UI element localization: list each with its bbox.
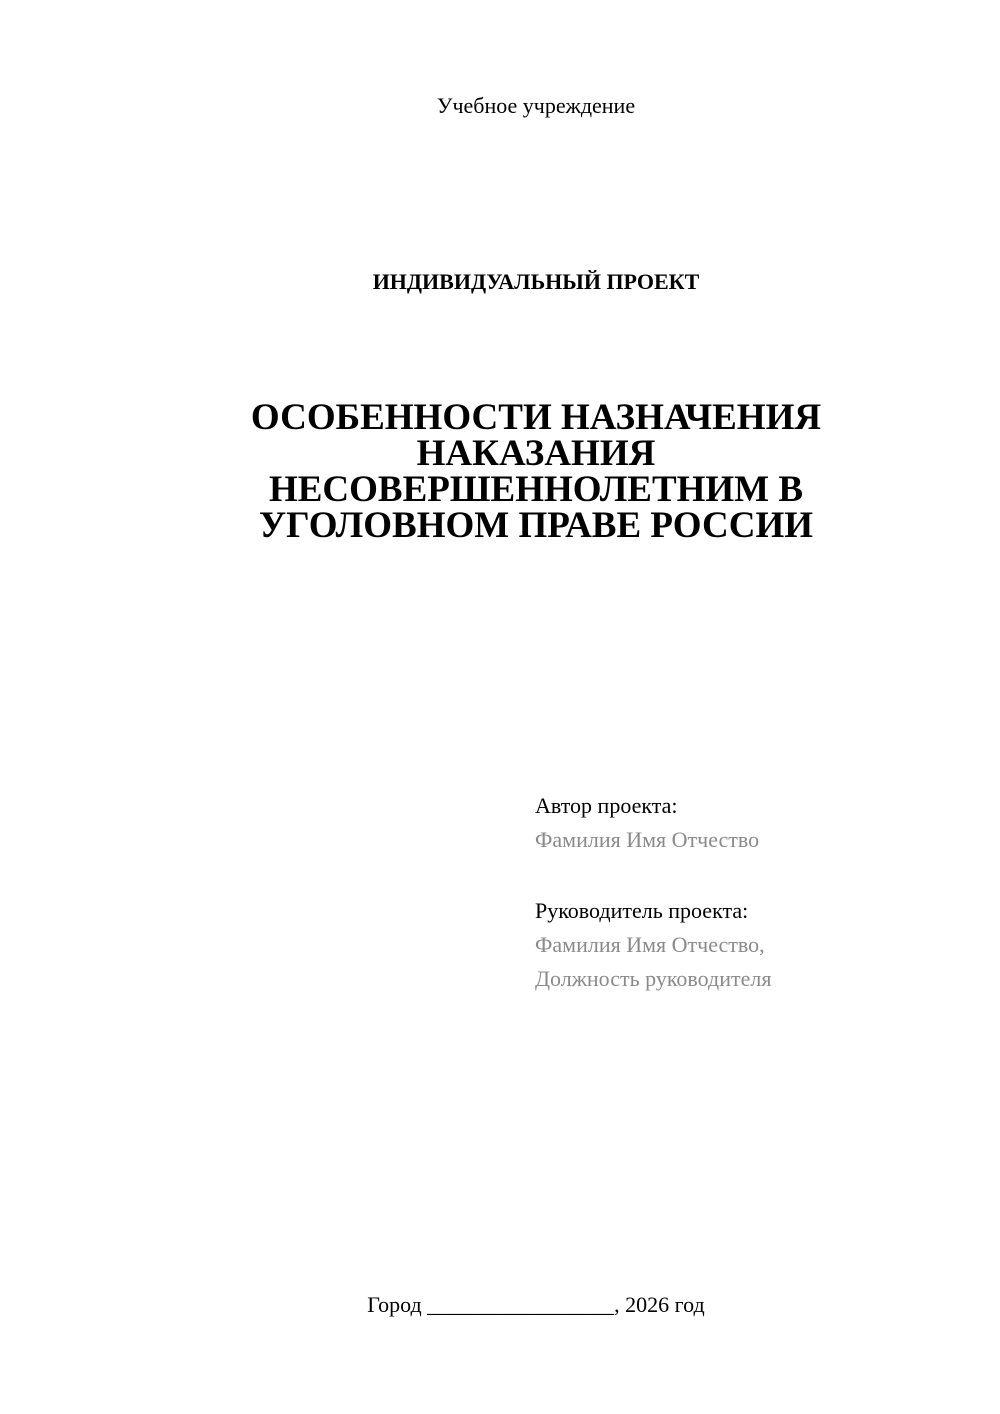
author-label: Автор проекта:: [535, 793, 678, 818]
author-block: [535, 789, 975, 857]
supervisor-block: [535, 894, 975, 996]
title-line: ОСОБЕННОСТИ НАЗНАЧЕНИЯ: [250, 397, 822, 438]
title-line: НЕСОВЕРШЕННОЛЕТНИМ В: [268, 469, 804, 510]
author-name-placeholder: Фамилия Имя Отчество: [535, 827, 760, 852]
supervisor-label: Руководитель проекта:: [535, 898, 749, 923]
supervisor-position-placeholder: Должность руководителя: [535, 966, 772, 991]
city-year-line: Город _________________, 2026 год: [367, 1292, 705, 1317]
supervisor-name-placeholder: Фамилия Имя Отчество,: [535, 932, 765, 957]
institution-name: Учебное учреждение: [436, 93, 636, 118]
document-title: [200, 397, 872, 546]
title-line: УГОЛОВНОМ ПРАВЕ РОССИИ: [258, 505, 814, 546]
title-line: НАКАЗАНИЯ: [416, 433, 656, 474]
document-type: ИНДИВИДУАЛЬНЫЙ ПРОЕКТ: [372, 269, 700, 294]
